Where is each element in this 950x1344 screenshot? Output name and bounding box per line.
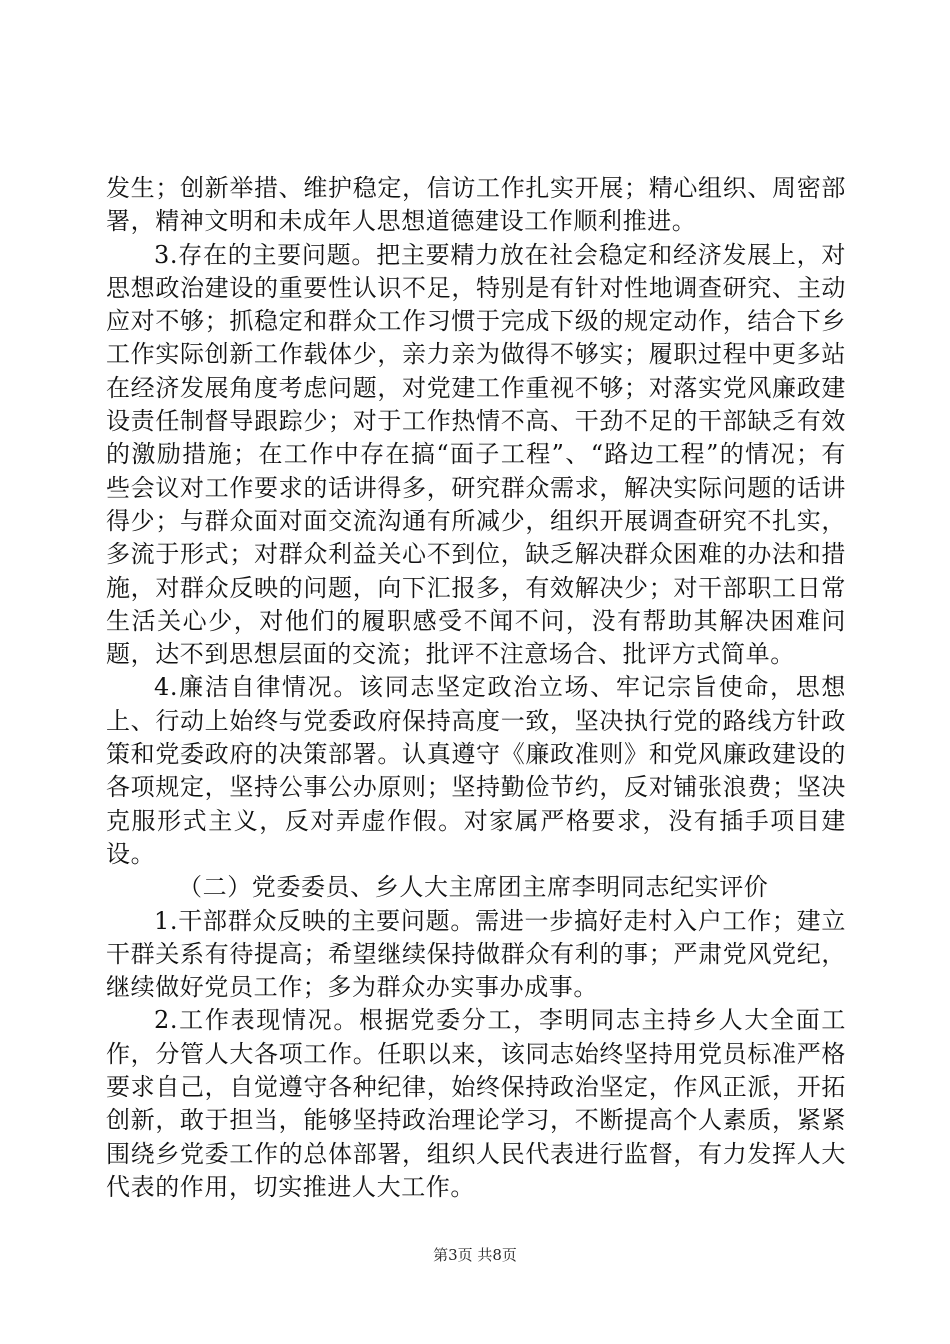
page-number-footer: 第3页 共8页 [433,1246,517,1264]
document-body [106,172,846,1204]
paragraph-continuation: 发生；创新举措、维护稳定，信访工作扎实开展；精心组织、周密部署，精神文明和未成年人思想道德建设工作顺利推进。 [106,174,846,236]
section-heading-li-ming: （二）党委委员、乡人大主席团主席李明同志纪实评价 [178,873,769,902]
paragraph-main-problems: 3.存在的主要问题。把主要精力放在社会稳定和经济发展上，对思想政治建设的重要性认识不足，特别是有针对性地调查研究、主动应对不够；抓稳定和群众工作习惯于完成下级的规定动作，结合下乡工作实际创新工作载体少，亲力亲为做得不够实；履职过程中更多站在经济发展角度考虑问题，对党建工作重视不够；对落实党风廉政建设责任制督导跟踪少；对于工作热情不高、干劲不足的干部缺乏有效的激励措施；在工作中存在搞“面子工程”、“路边工程”的情况；有些会议对工作要求的话讲得多，研究群众需求，解决实际问题的话讲得少；与群众面对面交流沟通有所减少，组织开展调查研究不扎实，多流于形式；对群众利益关心不到位，缺乏解决群众困难的办法和措施，对群众反映的问题，向下汇报多，有效解决少；对干部职工日常生活关心少，对他们的履职感受不闻不问，没有帮助其解决困难问题，达不到思想层面的交流；批评不注意场合、批评方式简单。 [106,240,846,669]
paragraph-integrity: 4.廉洁自律情况。该同志坚定政治立场、牢记宗旨使命，思想上、行动上始终与党委政府保持高度一致，坚决执行党的路线方针政策和党委政府的决策部署。认真遵守《廉政准则》和党风廉政建设的各项规定，坚持公事公办原则；坚持勤俭节约，反对铺张浪费；坚决克服形式主义，反对弄虚作假。对家属严格要求，没有插手项目建设。 [106,673,846,868]
paragraph-performance: 2.工作表现情况。根据党委分工，李明同志主持乡人大全面工作，分管人大各项工作。任职以来，该同志始终坚持用党员标准严格要求自己，自觉遵守各种纪律，始终保持政治坚定，作风正派，开拓创新，敢于担当，能够坚持政治理论学习，不断提高个人素质，紧紧围绕乡党委工作的总体部署，组织人民代表进行监督，有力发挥人大代表的作用，切实推进人大工作。 [106,1006,846,1201]
paragraph-feedback: 1.干部群众反映的主要问题。需进一步搞好走村入户工作；建立干群关系有待提高；希望继续保持做群众有利的事；严肃党风党纪，继续做好党员工作；多为群众办实事办成事。 [106,906,846,1002]
